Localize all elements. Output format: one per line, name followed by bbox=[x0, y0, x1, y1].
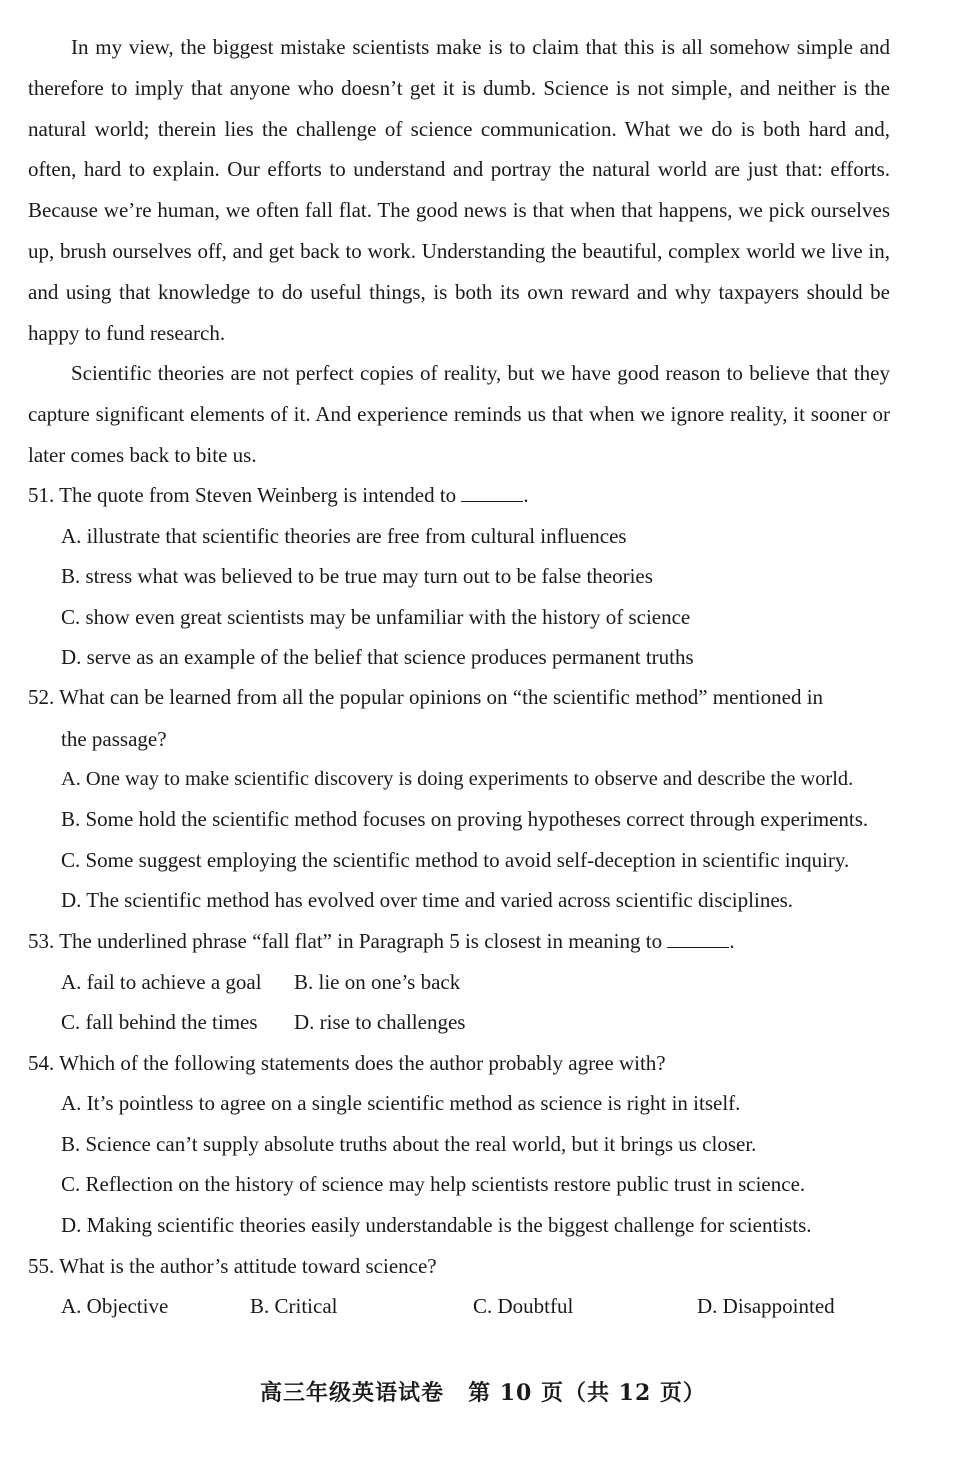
question-52-stem: 52. What can be learned from all the popular opinions on “the scientific method” mentioned in bbox=[28, 685, 824, 709]
question-54-option-b: B. Science can’t supply absolute truths about the real world, but it brings us closer. bbox=[61, 1132, 757, 1156]
question-53-stem bbox=[28, 921, 890, 962]
question-51-option-c: C. show even great scientists may be unfamiliar with the history of science bbox=[61, 605, 691, 629]
question-54-stem: 54. Which of the following statements does the author probably agree with? bbox=[28, 1051, 666, 1075]
question-52-option-a: A. One way to make scientific discovery is doing experiments to observe and describe the world. bbox=[61, 768, 854, 790]
question-51-stem bbox=[28, 475, 890, 516]
question-54-option-c: C. Reflection on the history of science may help scientists restore public trust in science. bbox=[61, 1172, 806, 1196]
question-53-option-b: B. lie on one’s back bbox=[294, 970, 461, 994]
question-52-option-c: C. Some suggest employing the scientific method to avoid self-deception in scientific inquiry. bbox=[61, 848, 850, 872]
question-punct: . bbox=[729, 929, 735, 953]
question-53-option-d: D. rise to challenges bbox=[294, 1010, 466, 1034]
question-52-option-b: B. Some hold the scientific method focuses on proving hypotheses correct through experiments. bbox=[61, 807, 869, 831]
question-55-option-a: A. Objective bbox=[61, 1294, 169, 1318]
question-51-option-a: A. illustrate that scientific theories are free from cultural influences bbox=[61, 524, 627, 548]
exam-title: 高三年级英语试卷 bbox=[260, 1380, 445, 1406]
question-51-option-d: D. serve as an example of the belief that science produces permanent truths bbox=[61, 645, 694, 669]
question-54-option-a: A. It’s pointless to agree on a single scientific method as science is right in itself. bbox=[61, 1091, 741, 1115]
answer-blank bbox=[461, 483, 523, 502]
question-punct: . bbox=[523, 483, 529, 507]
answer-blank bbox=[667, 929, 729, 948]
question-text: 51. The quote from Steven Weinberg is intended to bbox=[28, 483, 462, 507]
question-55-option-d: D. Disappointed bbox=[697, 1294, 835, 1318]
question-54-option-d: D. Making scientific theories easily understandable is the biggest challenge for scientists. bbox=[61, 1213, 812, 1237]
question-52-option-d: D. The scientific method has evolved over time and varied across scientific disciplines. bbox=[61, 888, 794, 912]
question-52-stem-continued: the passage? bbox=[61, 727, 167, 751]
passage-paragraph: Scientific theories are not perfect copies of reality, but we have good reason to believe that they capture significant elements of it. And experience reminds us that when we ignore reality, it sooner or later comes back to bite us. bbox=[28, 361, 890, 467]
question-55-stem: 55. What is the author’s attitude toward science? bbox=[28, 1254, 437, 1278]
question-51-option-b: B. stress what was believed to be true may turn out to be false theories bbox=[61, 564, 653, 588]
page-number: 第 10 页（共 12 页） bbox=[468, 1380, 706, 1406]
question-55-option-b: B. Critical bbox=[250, 1294, 338, 1318]
question-53-option-a: A. fail to achieve a goal bbox=[61, 970, 262, 994]
page-footer bbox=[0, 1376, 966, 1407]
question-53-option-c: C. fall behind the times bbox=[61, 1010, 258, 1034]
question-text: 53. The underlined phrase “fall flat” in Paragraph 5 is closest in meaning to bbox=[28, 929, 668, 953]
question-55-option-c: C. Doubtful bbox=[473, 1294, 574, 1318]
passage-paragraph: In my view, the biggest mistake scientists make is to claim that this is all somehow simple and therefore to imply that anyone who doesn’t get it is dumb. Science is not simple, and neither is the natural world; therein lies the challenge of science communication. What we do is both hard and, often, hard to explain. Our efforts to understand and portray the natural world are just that: efforts. Because we’re human, we often fall flat. The good news is that when that happens, we pick ourselves up, brush ourselves off, and get back to work. Understanding the beautiful, complex world we live in, and using that knowledge to do useful things, is both its own reward and why taxpayers should be happy to fund research. bbox=[28, 35, 890, 345]
